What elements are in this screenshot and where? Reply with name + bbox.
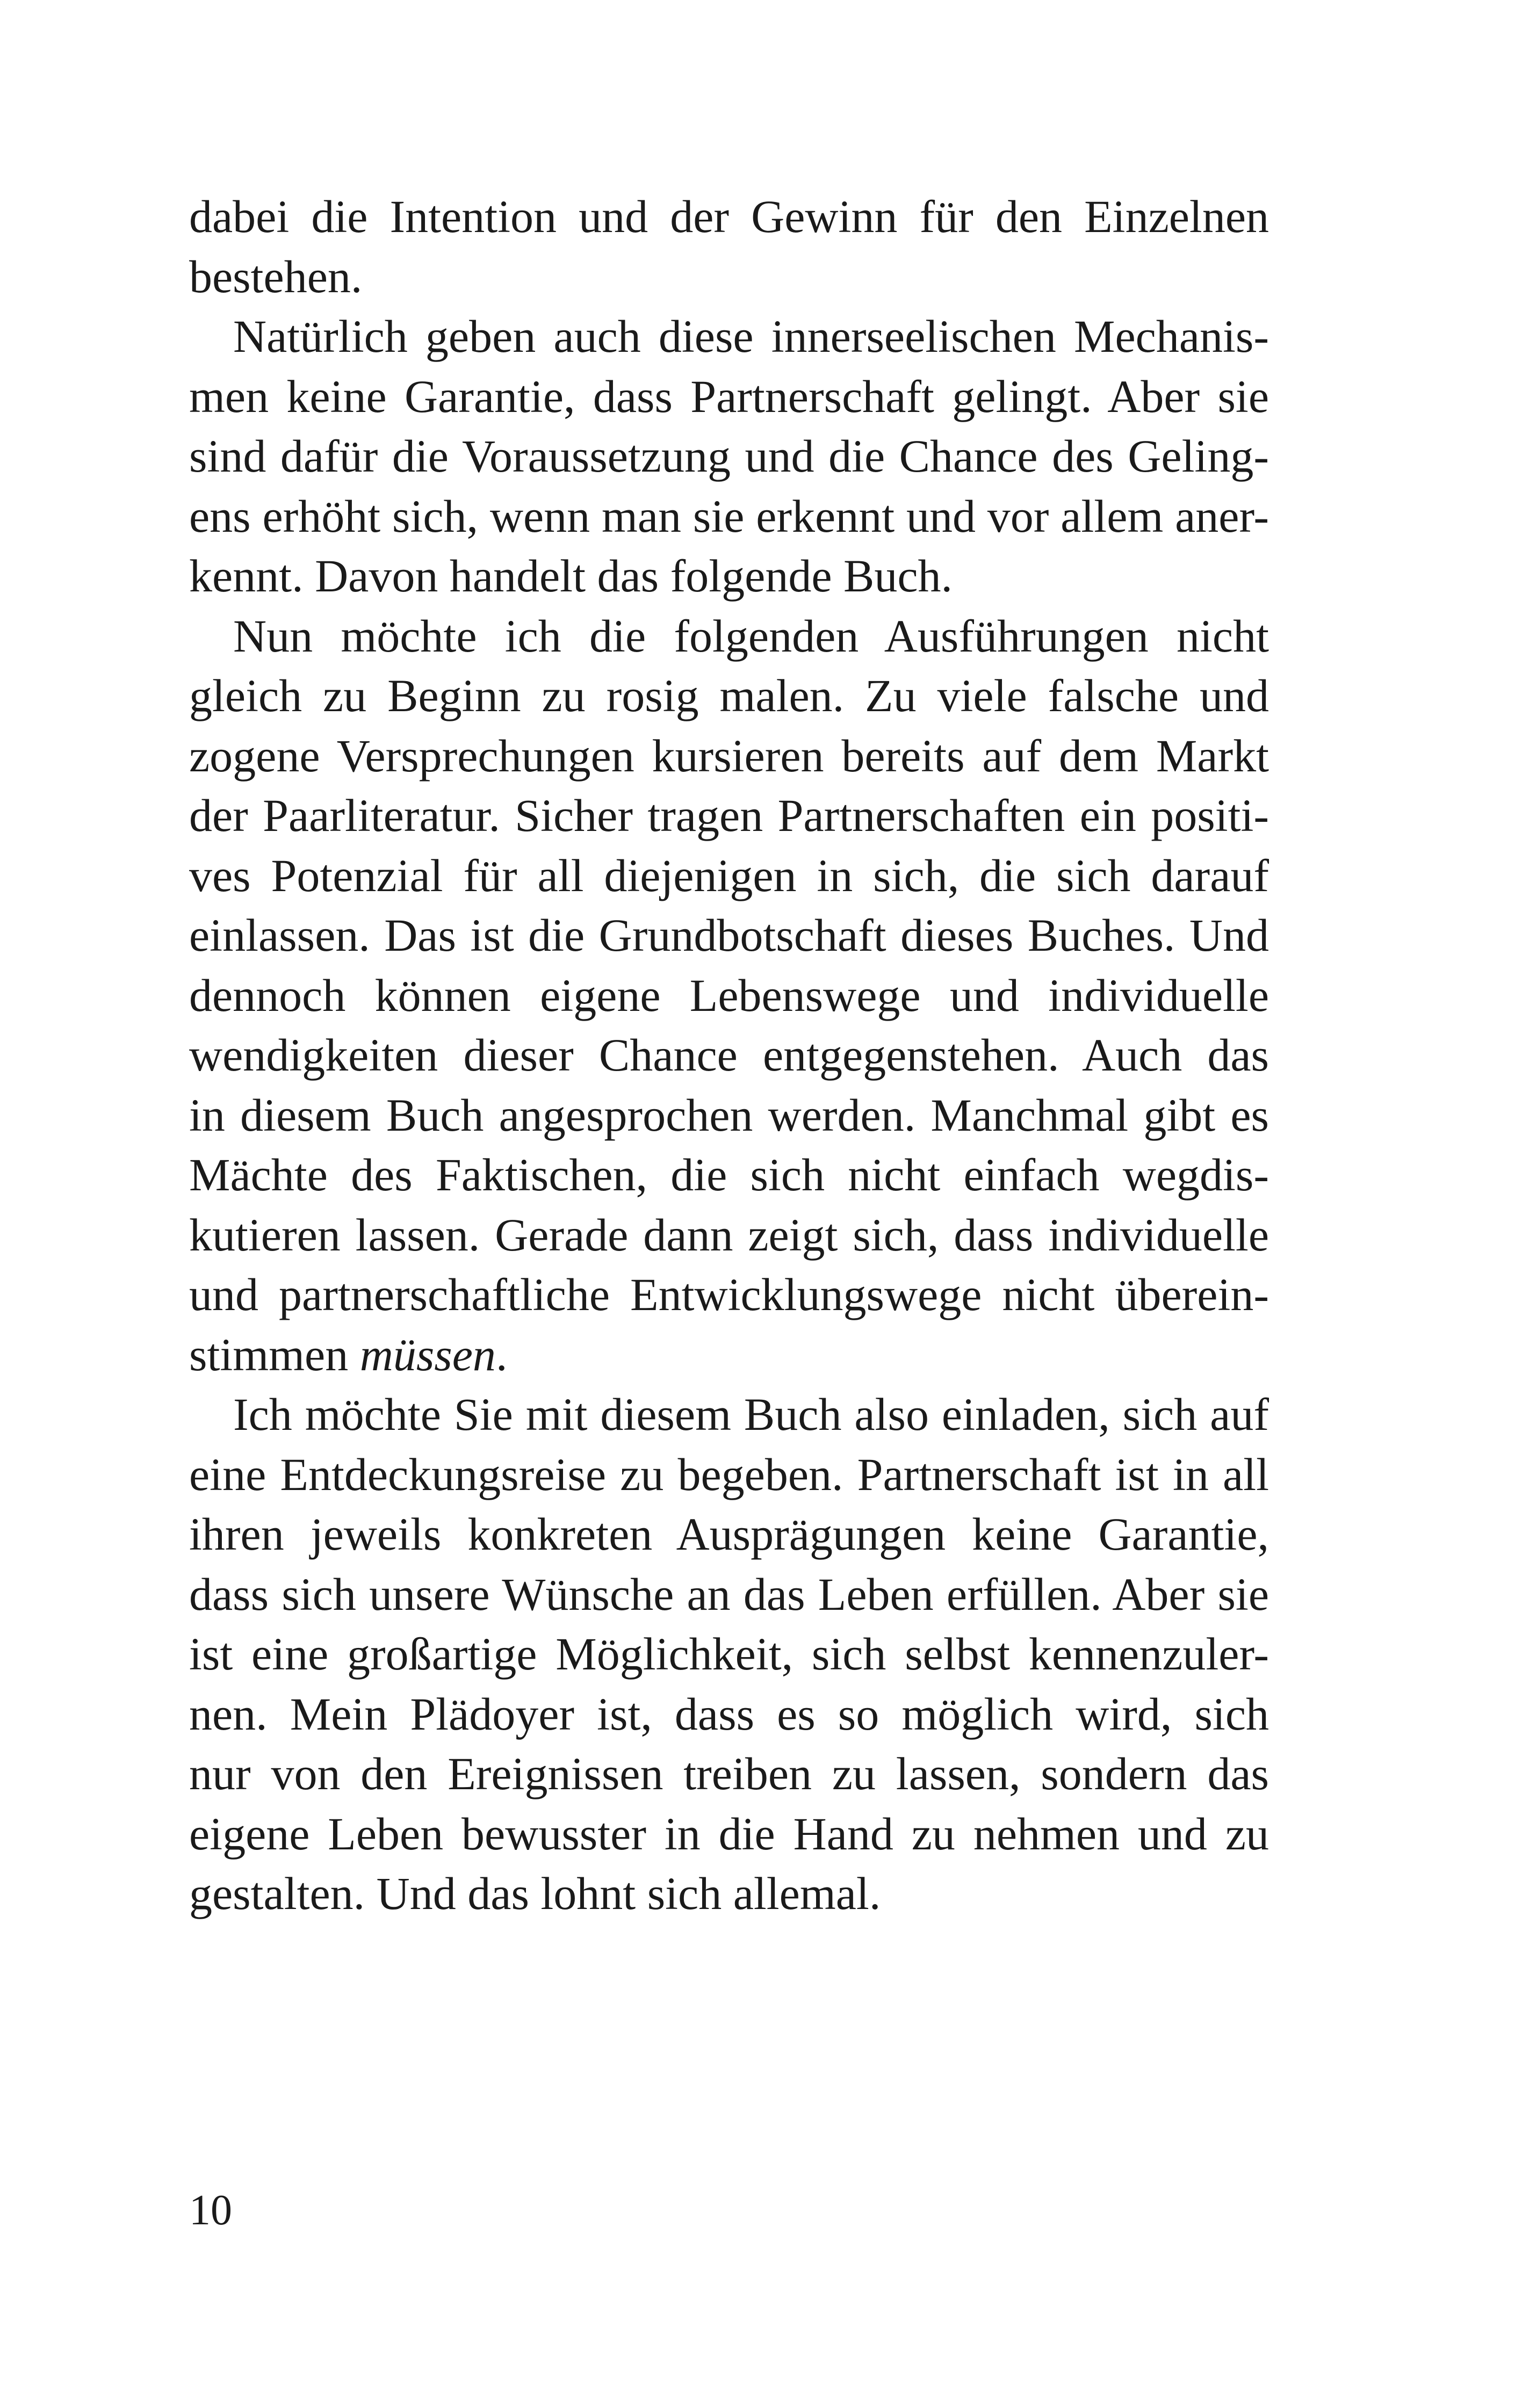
text-line <box>189 1445 1269 1505</box>
text-line-content: gleich zu Beginn zu rosig malen. Zu viele falsche und <box>189 670 1269 721</box>
text-line-content: Ich möchte Sie mit diesem Buch also einladen, sich auf <box>233 1389 1269 1440</box>
text-line-content: dass sich unsere Wünsche an das Leben erfüllen. Aber sie <box>189 1568 1269 1620</box>
text-line-content: men keine Garantie, dass Partnerschaft gelingt. Aber sie <box>189 370 1269 422</box>
text-line <box>189 307 1269 367</box>
text-line <box>189 1086 1269 1146</box>
text-line <box>189 606 1269 667</box>
text-line-content: wendigkeiten dieser Chance entgegenstehen. Auch das <box>189 1029 1269 1081</box>
text-line-content: ist eine großartige Möglichkeit, sich selbst kennenzuler- <box>189 1628 1269 1680</box>
text-line <box>189 1385 1269 1445</box>
text-line <box>189 1145 1269 1205</box>
text-line-content: sind dafür die Voraussetzung und die Chance des Geling- <box>189 430 1269 482</box>
text-line-content: bestehen. <box>189 250 363 302</box>
text-line <box>189 1505 1269 1565</box>
text-line-content: stimmen <box>189 1328 360 1380</box>
text-line-content: eigene Leben bewusster in die Hand zu nehmen und zu <box>189 1807 1269 1860</box>
text-line <box>189 1565 1269 1625</box>
page-number: 10 <box>189 2187 232 2234</box>
text-line <box>189 846 1269 906</box>
text-line <box>189 786 1269 846</box>
text-line-content: und partnerschaftliche Entwicklungswege nicht überein- <box>189 1269 1269 1320</box>
text-line <box>189 1265 1269 1325</box>
text-line <box>189 1025 1269 1086</box>
trailing-punctuation: . <box>495 1328 508 1380</box>
text-line-content: ens erhöht sich, wenn man sie erkennt und vor allem aner- <box>189 490 1269 542</box>
text-line-content: eine Entdeckungsreise zu begeben. Partnerschaft ist in all <box>189 1448 1269 1500</box>
text-line-content: nur von den Ereignissen treiben zu lassen, sondern das <box>189 1748 1269 1799</box>
text-line-content: Nun möchte ich die folgenden Ausführungen nicht <box>233 610 1269 662</box>
text-line-content: kennt. Davon handelt das folgende Buch. <box>189 550 953 602</box>
text-line-content: gestalten. Und das lohnt sich allemal. <box>189 1868 881 1919</box>
text-line-content: kutieren lassen. Gerade dann zeigt sich, dass individuelle <box>189 1209 1269 1261</box>
text-line-content: zogene Versprechungen kursieren bereits auf dem Markt <box>189 729 1269 782</box>
text-line-content: nen. Mein Plädoyer ist, dass es so möglich wird, sich <box>189 1688 1269 1740</box>
text-line <box>189 187 1269 247</box>
text-line-content: ihren jeweils konkreten Ausprägungen keine Garantie, <box>189 1508 1269 1560</box>
text-line-content: der Paarliteratur. Sicher tragen Partnerschaften ein positi- <box>189 790 1269 841</box>
text-line <box>189 367 1269 427</box>
text-line <box>189 1744 1269 1804</box>
text-line <box>189 726 1269 786</box>
text-line <box>189 1325 1269 1385</box>
text-line-content: dabei die Intention und der Gewinn für den Einzelnen <box>189 191 1269 242</box>
text-line-content: Mächte des Faktischen, die sich nicht einfach wegdis- <box>189 1149 1269 1201</box>
text-line <box>189 1684 1269 1745</box>
text-line <box>189 247 1269 307</box>
text-line-content: in diesem Buch angesprochen werden. Manchmal gibt es <box>189 1089 1269 1141</box>
text-line-content: dennoch können eigene Lebenswege und individuelle <box>189 969 1269 1021</box>
body-text <box>189 187 1269 1924</box>
text-line <box>189 666 1269 726</box>
text-line-content: einlassen. Das ist die Grundbotschaft dieses Buches. Und <box>189 909 1269 961</box>
text-line <box>189 426 1269 487</box>
emphasized-word: müssen <box>359 1328 496 1380</box>
text-line <box>189 1804 1269 1864</box>
text-line <box>189 966 1269 1026</box>
text-line <box>189 1864 1269 1924</box>
text-line <box>189 1624 1269 1684</box>
text-line <box>189 1205 1269 1266</box>
text-line <box>189 906 1269 966</box>
text-line-content: ves Potenzial für all diejenigen in sich, die sich darauf <box>189 849 1269 901</box>
text-line-content: Natürlich geben auch diese innerseelischen Mechanis- <box>233 310 1269 362</box>
text-line <box>189 487 1269 547</box>
text-line <box>189 546 1269 606</box>
